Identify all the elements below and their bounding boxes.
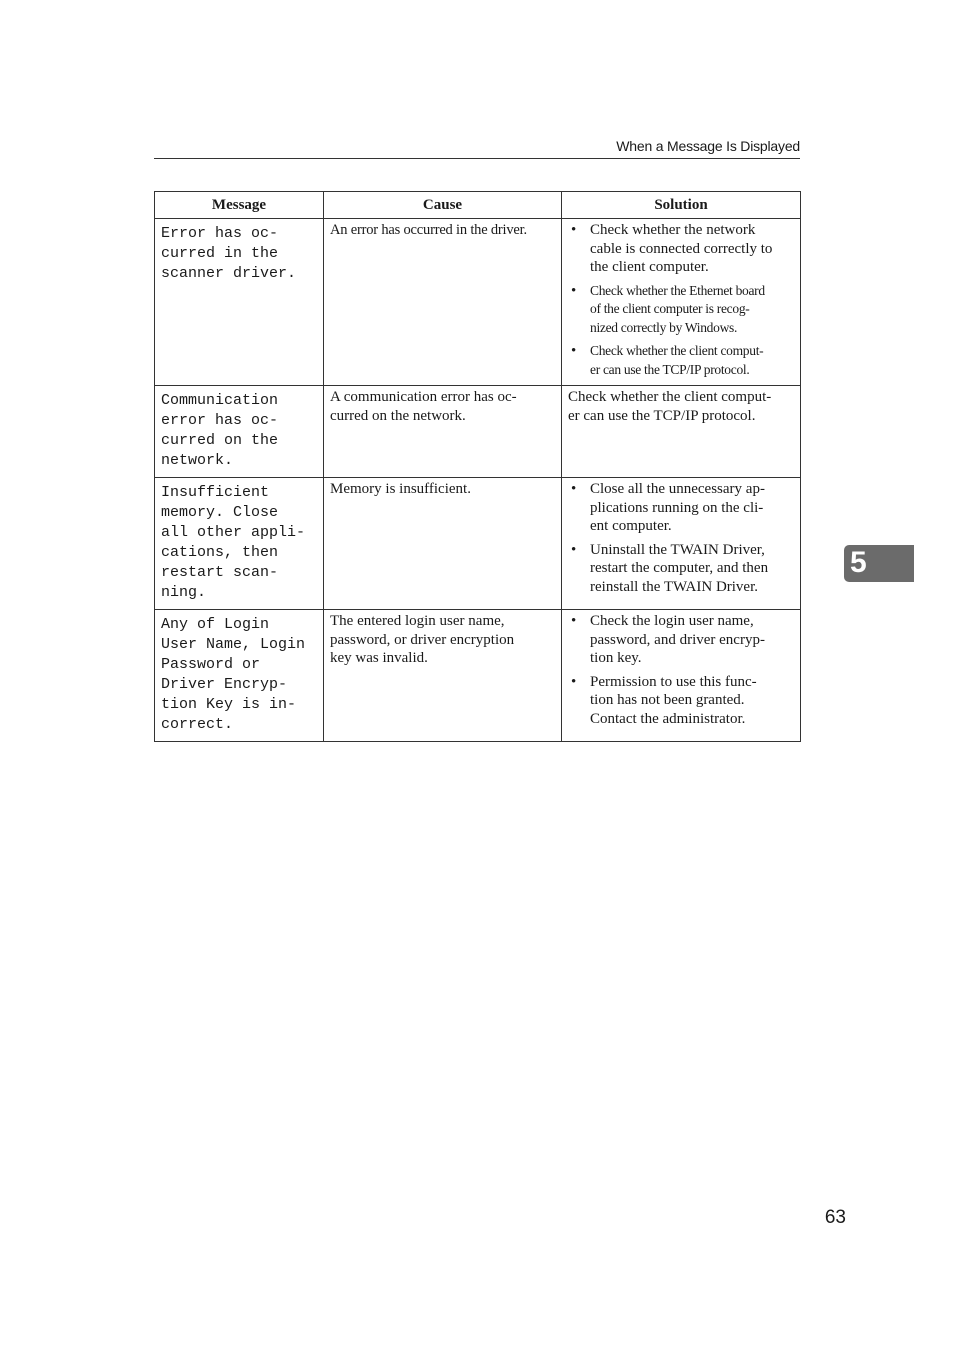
message-table (154, 191, 801, 742)
header-rule (154, 158, 800, 159)
solution-item (568, 612, 794, 668)
column-header-message: Message (155, 192, 324, 219)
solution-list (568, 480, 794, 596)
solution-item (568, 282, 794, 338)
solution-item-text: Check whether the Ethernet board of the client computer is recog- nized correctly by Windows. (590, 282, 765, 335)
solution-item-text: Uninstall the TWAIN Driver, restart the computer, and then reinstall the TWAIN Driver. (590, 541, 769, 595)
solution-item (568, 221, 794, 277)
bullet-icon: • (571, 222, 577, 238)
solution-item (568, 541, 794, 597)
cause-cell (324, 610, 562, 742)
message-cell (155, 478, 324, 610)
bullet-icon: • (571, 541, 577, 558)
solution-item (568, 342, 794, 379)
solution-cell (562, 610, 801, 742)
solution-item-text: Check the login user name, password, and driver encryp- tion key. (590, 613, 765, 666)
solution-list (568, 221, 794, 379)
solution-cell (562, 478, 801, 610)
chapter-tab (844, 545, 914, 582)
table-row (155, 478, 801, 610)
cause-cell (324, 386, 562, 478)
bullet-icon: • (571, 343, 577, 359)
bullet-icon: • (571, 282, 577, 299)
solution-text: Check whether the client comput- er can use the TCP/IP protocol. (568, 389, 772, 424)
chapter-number: 5 (850, 546, 867, 579)
solution-item-text: Check whether the network cable is connected correctly to the client computer. (590, 222, 773, 275)
message-text: Insufficient memory. Close all other appli- cations, then restart scan- ning. (161, 484, 306, 601)
message-cell (155, 610, 324, 742)
cause-cell (324, 219, 562, 386)
cause-text: The entered login user name, password, or driver encryption key was invalid. (330, 613, 515, 666)
solution-cell (562, 219, 801, 386)
cause-text: An error has occurred in the driver. (330, 222, 527, 238)
solution-cell (562, 386, 801, 478)
solution-item-text: Check whether the client comput- er can use the TCP/IP protocol. (590, 343, 764, 377)
column-header-solution: Solution (562, 192, 801, 219)
table-row (155, 386, 801, 478)
table-row (155, 610, 801, 742)
page-number: 63 (824, 1207, 846, 1228)
solution-list (568, 612, 794, 728)
solution-item (568, 480, 794, 536)
solution-item-text: Permission to use this func- tion has not been granted. Contact the administrator. (590, 673, 757, 727)
running-header: When a Message Is Displayed (616, 138, 800, 154)
cause-cell (324, 478, 562, 610)
bullet-icon: • (571, 613, 577, 629)
cause-text: Memory is insufficient. (330, 481, 471, 497)
message-cell (155, 219, 324, 386)
table-header-row (155, 192, 801, 219)
solution-item (568, 673, 794, 729)
message-cell (155, 386, 324, 478)
cause-text: A communication error has oc- curred on the network. (330, 389, 517, 424)
solution-item-text: Close all the unnecessary ap- plications running on the cli- ent computer. (590, 481, 765, 534)
table-row (155, 219, 801, 386)
message-text: Communication error has oc- curred on the network. (161, 392, 279, 469)
column-header-cause: Cause (324, 192, 562, 219)
bullet-icon: • (571, 481, 577, 497)
bullet-icon: • (571, 673, 577, 690)
message-text: Error has oc- curred in the scanner driver. (161, 225, 297, 282)
message-text: Any of Login User Name, Login Password or Driver Encryp- tion Key is in- correct. (161, 616, 306, 733)
